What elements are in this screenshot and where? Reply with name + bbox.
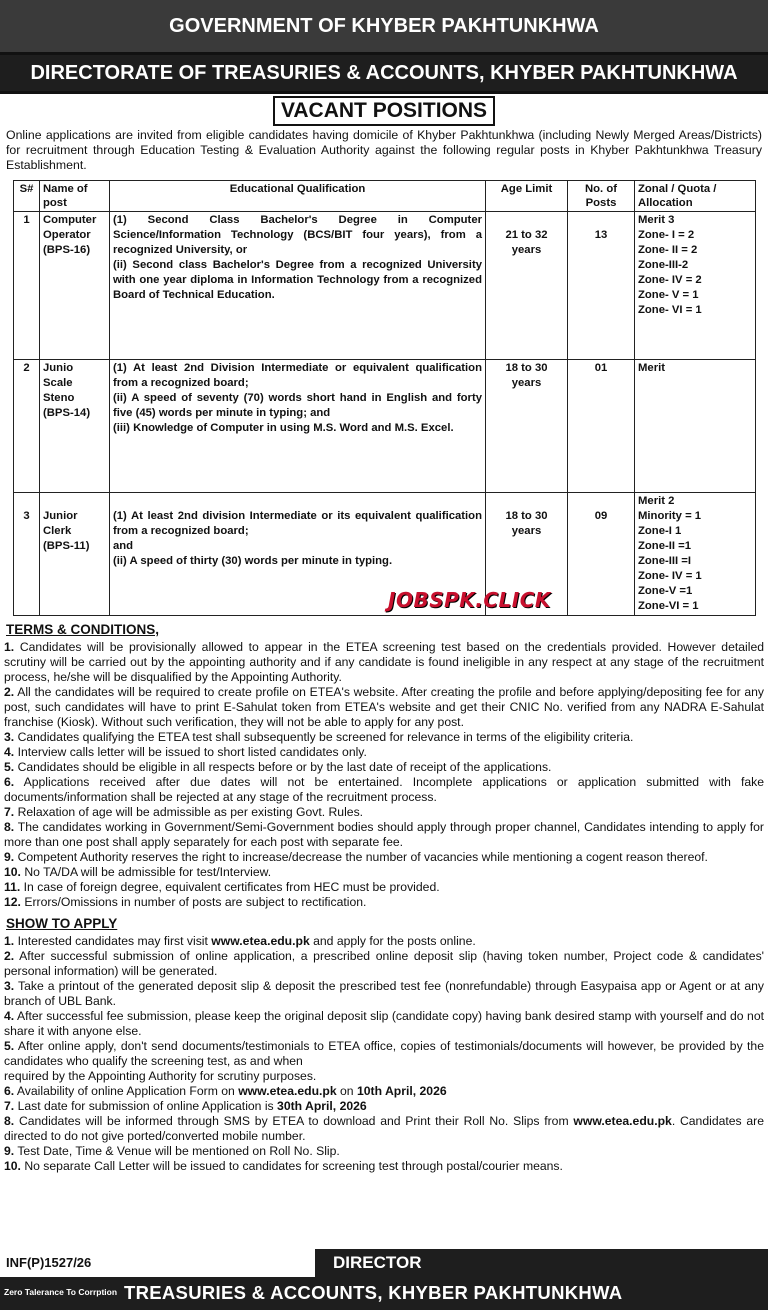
header-government [0,0,768,52]
item-text: Relaxation of age will be admissible as per existing Govt. Rules. [17,805,364,819]
item-text: No separate Call Letter will be issued to candidates for screening test through postal/courier means. [24,1159,563,1173]
item-text: After successful fee submission, please keep the original deposit slip (candidate copy) having bank desired stamp with yourself and do not share it with anyone else. [4,1009,764,1038]
list-item: 8. Candidates will be informed through SMS by ETEA to download and Print their Roll No. Slips from www.etea.edu.pk. Candidates are directed to do not give ported/converted mobile number. [4,1114,765,1143]
zonal-line: Zone-V =1 [638,585,693,597]
item-number: 8. [4,820,15,834]
item-number: 11. [4,880,21,894]
row-post [40,212,110,360]
item-text: No TA/DA will be admissible for test/Interview. [24,865,272,879]
zonal-line: Zone- V = 1 [638,289,699,301]
qual-line: (ii) A speed of thirty (30) words per minute in typing. [113,555,393,567]
item-number: 3. [4,730,15,744]
row-age [486,212,568,360]
footer-band [0,1277,768,1310]
zonal-line: Zone-III =I [638,555,692,567]
post-line: Junior [43,510,78,522]
item-text: The candidates working in Government/Semi-Government bodies should apply through proper channel, Candidates intending to apply for more than one post shall apply separately for each post with separate fee. [4,820,764,849]
item-text: Candidates should be eligible in all respects before or by the last date of receipt of the applications. [17,760,552,774]
zonal-line: Merit 3 [638,214,675,226]
etea-link[interactable]: www.etea.edu.pk [238,1084,337,1098]
open-date: 10th April, 2026 [356,1084,447,1098]
item-number: 12. [4,895,21,909]
zonal-line: Zone- IV = 2 [638,274,702,286]
qual-line: (1) At least 2nd Division Intermediate or equivalent qualification from a recognized board; [113,362,482,389]
list-item: 5. After online apply, don't send documents/testimonials to ETEA office, copies of testimonials/documents will however, be provided by the candidates who qualify the screening test, as and when [4,1039,764,1068]
col-zonal: Zonal / Quota / Allocation [635,181,756,212]
list-item [4,820,764,850]
qual-line: and [113,540,134,552]
post-line: Scale [43,377,73,389]
terms-list [4,640,764,910]
qual-line: (ii) Second class Bachelor's Degree from a recognized University with one year diploma in Information Technology from a recognized Board of Technical Education. [113,259,482,301]
row-zonal [635,212,756,360]
post-line: Steno [43,392,75,404]
zonal-line: Zone-II =1 [638,540,692,552]
item-text: Candidates qualifying the ETEA test shall subsequently be screened for relevance in terms of the eligibility criteria. [17,730,634,744]
list-item [4,895,764,910]
list-item [4,805,764,820]
col-sno: S# [14,181,40,212]
zonal-line: Zone- I = 2 [638,229,695,241]
etea-link[interactable]: www.etea.edu.pk [573,1114,672,1128]
item-text: Candidates will be provisionally allowed to appear in the ETEA screening test based on the credentials provided. However detailed scrutiny will be carried out by the appointing authority and if any candidate is found ineligible in any respect at any stage of the recruitment process, he/she will be disqualified by the Appointing Authority. [4,640,764,684]
age-line: 21 to 32 [505,229,548,241]
list-item: 7. Last date for submission of online Application is 30th April, 2026 [4,1099,367,1113]
list-item [4,880,764,895]
item-text: Take a printout of the generated deposit slip & deposit the prescribed test fee (nonrefundable) through Easypaisa app or Agent or at any branch of UBL Bank. [4,979,764,1008]
item-text: . Candidates are directed to do not give ported/converted mobile number. [4,1114,765,1143]
item-text: Test Date, Time & Venue will be mentioned on Roll No. Slip. [17,1144,340,1158]
age-line: 18 to 30 [505,510,548,522]
list-item: 4. After successful fee submission, please keep the original deposit slip (candidate copy) having bank desired stamp with yourself and do not share it with anyone else. [4,1009,764,1038]
zonal-line: Zone-VI = 1 [638,600,699,612]
item-text: required by the Appointing Authority for scrutiny purposes. [4,1069,317,1083]
qual-line: (ii) A speed of seventy (70) words short hand in English and forty five (45) words per minute in typing; and [113,392,482,419]
zonal-line: Minority = 1 [638,510,702,522]
intro-paragraph: Online applications are invited from eligible candidates having domicile of Khyber Pakhtunkhwa (including Newly Merged Areas/Districts) for recruitment through Education Testing & Evaluation Authority against the following regular posts in Khyber Pakhtunkhwa Treasury Establishment. [6,128,762,172]
item-text: Last date for submission of online Application is [17,1099,278,1113]
post-line: (BPS-14) [43,407,91,419]
item-text: Candidates will be informed through SMS by ETEA to download and Print their Roll No. Slips from [18,1114,574,1128]
post-line: Clerk [43,525,72,537]
item-number: 2. [4,685,15,699]
item-text: and apply for the posts online. [309,934,476,948]
post-line: Junio [43,362,74,374]
title-wrap [0,96,768,126]
item-text: Applications received after due dates will not be entertained. Incomplete applications or application submitted with fake documents/information shall be rejected at any stage of the recruitment process. [4,775,764,804]
row-sno: 1 [14,212,40,360]
table-header-row [14,181,756,212]
item-text: All the candidates will be required to create profile on ETEA's website. After creating the profile and before applying/depositing fee for any post, such candidates will have to print E-Sahulat token from ETEA's website and get their CNIC No. verified from any NADRA E-Sahulat franchise (Kiosk). Without such verification, they will not be able to apply for any post. [4,685,764,729]
row-posts: 01 [568,360,635,493]
item-number: 6. [4,775,15,789]
watermark: JOBSPK.CLICK [388,588,551,612]
list-item [4,745,764,760]
age-line: years [511,244,542,256]
list-item: 2. After successful submission of online application, a prescribed online deposit slip (having token number, Project code & candidates' personal information) will be generated. [4,949,764,978]
apply-title: SHOW TO APPLY [6,916,118,931]
terms-title: TERMS & CONDITIONS, [6,622,160,637]
list-item: 6. Availability of online Application Form on www.etea.edu.pk on 10th April, 2026 [4,1084,447,1098]
item-number: 4. [4,745,15,759]
item-text: Interested candidates may first visit [17,934,212,948]
zonal-line: Zone- IV = 1 [638,570,702,582]
item-text: Interview calls letter will be issued to short listed candidates only. [17,745,367,759]
zonal-line: Merit [638,362,665,374]
page-title: VACANT POSITIONS [273,96,495,126]
col-posts: No. of Posts [568,181,635,212]
post-line: (BPS-16) [43,244,91,256]
col-qualification: Educational Qualification [110,181,486,212]
table-row [14,360,756,493]
row-zonal [635,493,756,616]
list-item: 10. No separate Call Letter will be issued to candidates for screening test through postal/courier means. [4,1159,563,1173]
list-item [4,685,764,730]
list-item: 1. Interested candidates may first visit www.etea.edu.pk and apply for the posts online. [4,934,476,948]
list-item [4,865,764,880]
post-line: (BPS-11) [43,540,90,552]
item-text: After online apply, don't send documents/testimonials to ETEA office, copies of testimonials/documents will however, be provided by the candidates who qualify the screening test, as and when [4,1039,764,1068]
qual-line: (1) At least 2nd division Intermediate or its equivalent qualification from a recognized board; [113,510,482,537]
row-sno: 3 [14,493,40,616]
zonal-line: Zone- VI = 1 [638,304,702,316]
list-item [4,775,764,805]
age-line: years [511,525,542,537]
positions-table [13,180,756,616]
post-line: Computer [43,214,97,226]
item-number: 7. [4,805,15,819]
header-directorate [0,52,768,94]
qual-line: (iii) Knowledge of Computer in using M.S. Word and M.S. Excel. [113,422,454,434]
col-age: Age Limit [486,181,568,212]
row-posts: 09 [568,493,635,616]
age-line: 18 to 30 [505,362,548,374]
post-line: Operator [43,229,91,241]
table-row [14,212,756,360]
zonal-line: Zone- II = 2 [638,244,698,256]
item-text: Errors/Omissions in number of posts are subject to rectification. [24,895,367,909]
etea-link[interactable]: www.etea.edu.pk [211,934,310,948]
zonal-line: Zone-I 1 [638,525,682,537]
apply-list [4,934,764,1174]
list-item: 3. Take a printout of the generated deposit slip & deposit the prescribed test fee (nonrefundable) through Easypaisa app or Agent or at any branch of UBL Bank. [4,979,764,1008]
row-age [486,360,568,493]
list-item: 9. Test Date, Time & Venue will be mentioned on Roll No. Slip. [4,1144,340,1158]
row-qualification [110,212,486,360]
item-number: 9. [4,850,15,864]
list-item [4,730,764,745]
zonal-line: Merit 2 [638,495,675,507]
list-item [4,760,764,775]
item-text: In case of foreign degree, equivalent certificates from HEC must be provided. [23,880,440,894]
list-item [4,850,764,865]
item-number: 5. [4,760,15,774]
row-post [40,493,110,616]
row-post [40,360,110,493]
row-posts: 13 [568,212,635,360]
zonal-line: Zone-III-2 [638,259,689,271]
qual-line: (1) Second Class Bachelor's Degree in Computer Science/Information Technology (BCS/BIT four years), from a recognized University, or [113,214,482,256]
table-row [14,493,756,616]
item-text: Competent Authority reserves the right to increase/decrease the number of vacancies while mentioning a cogent reason thereof. [17,850,708,864]
zero-tolerance-label: Zero Talerance To Corrption [4,1287,118,1297]
col-post: Name of post [40,181,110,212]
list-item [4,640,764,685]
header-line2: DIRECTORATE OF TREASURIES & ACCOUNTS, KHYBER PAKHTUNKHWA [30,62,738,84]
footer [0,1249,768,1310]
age-line: years [511,377,542,389]
office-label: TREASURIES & ACCOUNTS, KHYBER PAKHTUNKHWA [124,1282,623,1303]
reference-number: INF(P)1527/26 [0,1249,321,1277]
director-label: DIRECTOR [315,1249,768,1277]
last-date: 30th April, 2026 [277,1099,367,1113]
item-text: After successful submission of online application, a prescribed online deposit slip (having token number, Project code & candidates' personal information) will be generated. [4,949,764,978]
row-zonal [635,360,756,493]
list-item [4,1069,764,1084]
item-text: Availability of online Application Form on [16,1084,239,1098]
header-line1: GOVERNMENT OF KHYBER PAKHTUNKHWA [169,15,599,37]
item-number: 10. [4,865,21,879]
item-number: 1. [4,640,15,654]
item-text: on [336,1084,357,1098]
row-sno: 2 [14,360,40,493]
row-qualification [110,360,486,493]
